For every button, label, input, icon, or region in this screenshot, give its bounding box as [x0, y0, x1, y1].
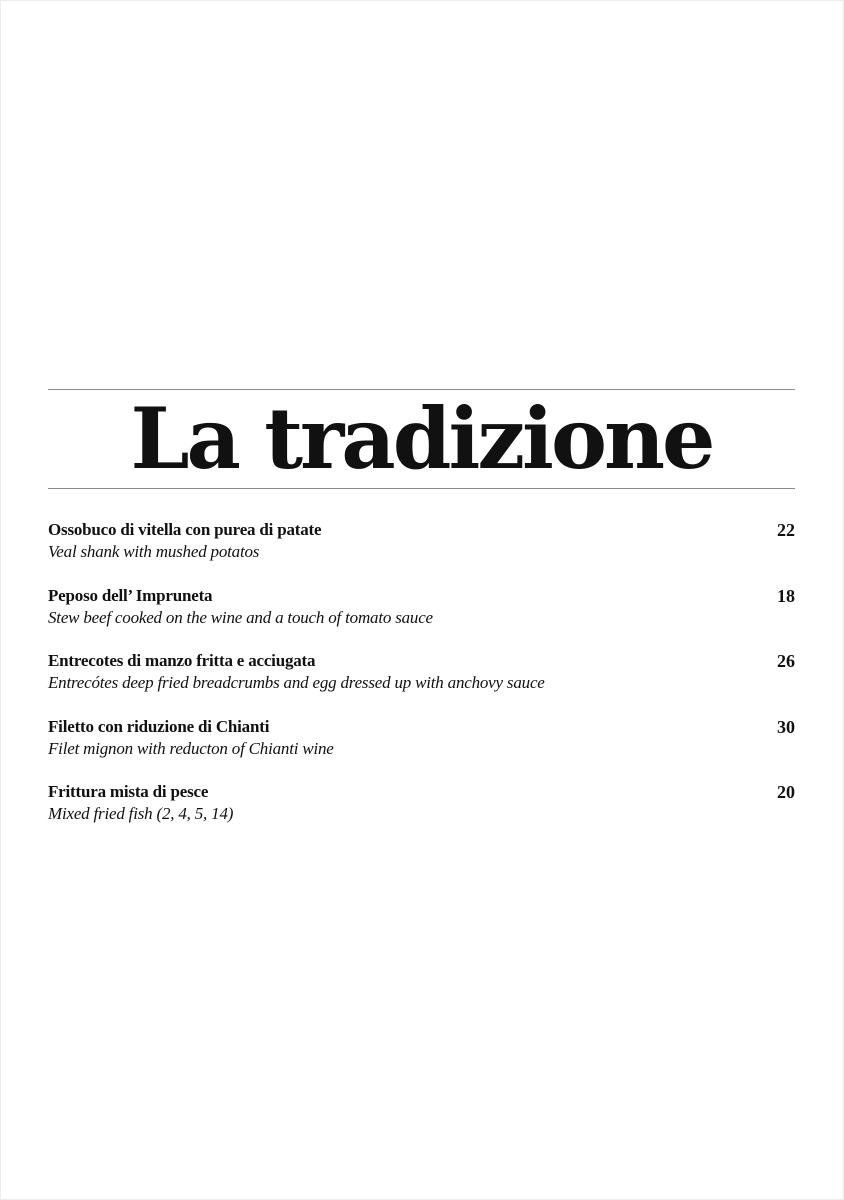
item-price: 22 — [777, 520, 795, 540]
item-name: Entrecotes di manzo fritta e acciugata — [48, 651, 316, 670]
menu-item — [48, 715, 795, 781]
item-price: 20 — [777, 782, 795, 802]
item-price: 26 — [777, 651, 795, 671]
item-description: Entrecótes deep fried breadcrumbs and egg dressed up with anchovy sauce — [48, 673, 545, 692]
menu-list — [48, 518, 795, 846]
item-price: 30 — [777, 716, 795, 737]
item-description: Stew beef cooked on the wine and a touch of tomato sauce — [48, 607, 433, 627]
menu-item — [48, 780, 795, 846]
menu-item — [48, 649, 795, 715]
item-description: Filet mignon with reducton of Chianti wine — [48, 738, 334, 758]
menu-item — [48, 584, 795, 650]
item-name: Peposo dell’ Impruneta — [48, 585, 213, 605]
item-price: 18 — [777, 585, 795, 606]
item-name: Ossobuco di vitella con purea di patate — [48, 520, 322, 539]
menu-item — [48, 518, 795, 584]
section-title: La tradizione — [130, 389, 713, 488]
item-description: Mixed fried fish (2, 4, 5, 14) — [48, 804, 234, 823]
title-bottom-rule — [48, 488, 795, 489]
item-description: Veal shank with mushed potatos — [48, 542, 260, 561]
item-name: Filetto con riduzione di Chianti — [48, 716, 270, 736]
item-name: Frittura mista di pesce — [48, 782, 209, 801]
